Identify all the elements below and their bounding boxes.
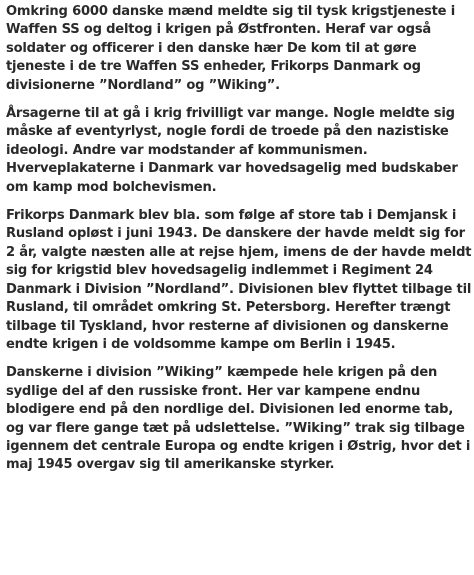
paragraph-1: Omkring 6000 danske mænd meldte sig til tysk krigstjeneste i Waffen SS og deltog i krigen på Østfronten. Heraf var også soldater og officerer i den danske hær De kom til at gøre tjeneste i de tre Waffen SS enheder, Frikorps Danmark og divisionerne ”Nordland” og ”Wiking”. bbox=[6, 4, 455, 93]
paragraph-3: Frikorps Danmark blev bla. som følge af store tab i Demjansk i Rusland opløst i juni 1943. De danskere der havde meldt sig for 2 år, valgte næsten alle at rejse hjem, imens de der havde meldt sig for krigstid blev hovedsagelig indlemmet i Regiment 24 Danmark i Division ”Nordland”. Divisionen blev flyttet tilbage til Rusland, til området omkring St. Petersborg. Herefter trængt tilbage til Tyskland, hvor resterne af divisionen og danskerne endte krigen i de voldsomme kampe om Berlin i 1945. bbox=[6, 208, 472, 352]
paragraph-4: Danskerne i division ”Wiking” kæmpede hele krigen på den sydlige del af den russiske front. Her var kampene endnu blodigere end på den nordlige del. Divisionen led enorme tab, og var flere gange tæt på udslettelse. ”Wiking” trak sig tilbage igennem det centrale Europa og endte krigen i Østrig, hvor det i maj 1945 overgav sig til amerikanske styrker. bbox=[6, 365, 471, 473]
document-body bbox=[6, 3, 472, 475]
paragraph-2: Årsagerne til at gå i krig frivilligt var mange. Nogle meldte sig måske af eventyrlyst, nogle fordi de troede på den nazistiske ideologi. Andre var modstander af kommunismen. Hverveplakaterne i Danmark var hovedsagelig med budskaber om kamp mod bolchevismen. bbox=[6, 106, 458, 195]
